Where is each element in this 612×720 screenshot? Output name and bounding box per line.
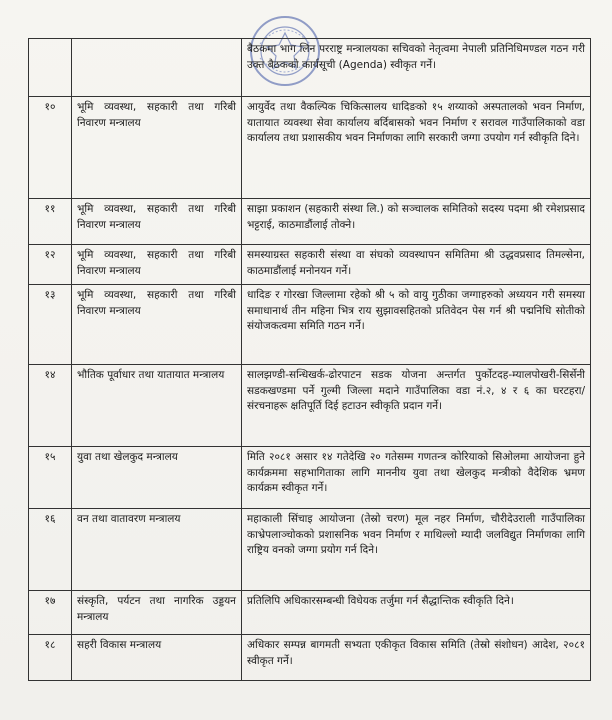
table-row [29,245,591,285]
table-row [29,199,591,245]
ministry-name: सहरी विकास मन्त्रालय [72,635,242,681]
row-number: १८ [29,635,72,681]
decision-text: मिति २०८१ असार १४ गतेदेखि २० गतेसम्म गणतन्त्र कोरियाको सिओलमा आयोजना हुने कार्यक्रममा सहभागिताका लागि माननीय युवा तथा खेलकुद मन्त्रीको वैदेशिक भ्रमण कार्यक्रम स्वीकृत गर्ने। [242,447,591,509]
ministry-name: भूमि व्यवस्था, सहकारी तथा गरिबी निवारण मन्त्रालय [72,97,242,199]
ministry-name: युवा तथा खेलकुद मन्त्रालय [72,447,242,509]
row-number [29,39,72,97]
ministry-name: वन तथा वातावरण मन्त्रालय [72,509,242,591]
table-row [29,365,591,447]
table-row [29,39,591,97]
row-number: १६ [29,509,72,591]
row-number: १३ [29,285,72,365]
ministry-name: भूमि व्यवस्था, सहकारी तथा गरिबी निवारण मन्त्रालय [72,245,242,285]
cabinet-decisions-table [28,38,591,681]
ministry-name: संस्कृति, पर्यटन तथा नागरिक उड्डयन मन्त्रालय [72,591,242,635]
table-row [29,591,591,635]
ministry-name: भूमि व्यवस्था, सहकारी तथा गरिबी निवारण मन्त्रालय [72,285,242,365]
row-number: १० [29,97,72,199]
row-number: १४ [29,365,72,447]
row-number: १५ [29,447,72,509]
decision-text: सालझण्डी-सन्धिखर्क-ढोरपाटन सडक योजना अन्तर्गत पुर्कोटदह-म्यालपोखरी-सिर्सेनी सडकखण्डमा पर्ने गुल्मी जिल्ला मदाने गाउँपालिका वडा नं.२, ४ र ६ का घरटहरा/संरचनाहरू क्षतिपूर्ति दिई हटाउन स्वीकृति प्रदान गर्ने। [242,365,591,447]
table-row [29,285,591,365]
row-number: ११ [29,199,72,245]
decision-text: अधिकार सम्पन्न बागमती सभ्यता एकीकृत विकास समिति (तेस्रो संशोधन) आदेश, २०८१ स्वीकृत गर्ने। [242,635,591,681]
decision-text: बैठकमा भाग लिन परराष्ट्र मन्त्रालयका सचिवको नेतृत्वमा नेपाली प्रतिनिधिमण्डल गठन गरी उक्त बैठकको कार्यसूची (Agenda) स्वीकृत गर्ने। [242,39,591,97]
ministry-name [72,39,242,97]
decision-text: साझा प्रकाशन (सहकारी संस्था लि.) को सञ्चालक समितिको सदस्य पदमा श्री रमेशप्रसाद भट्टराई, काठमाडौंलाई तोक्ने। [242,199,591,245]
decision-text: महाकाली सिंचाइ आयोजना (तेस्रो चरण) मूल नहर निर्माण, चौरीदेउराली गाउँपालिका काभ्रेपलाञ्चोकको प्रशासनिक भवन निर्माण र माथिल्लो म्यादी जलविद्युत निर्माणका लागि राष्ट्रिय वनको जग्गा प्रयोग गर्न दिने। [242,509,591,591]
row-number: १७ [29,591,72,635]
table-row [29,635,591,681]
decision-text: समस्याग्रस्त सहकारी संस्था वा संघको व्यवस्थापन समितिमा श्री उद्धवप्रसाद तिमल्सेना, काठमाडौंलाई मनोनयन गर्ने। [242,245,591,285]
table-row [29,509,591,591]
decision-text: प्रतिलिपि अधिकारसम्बन्धी विधेयक तर्जुमा गर्न सैद्धान्तिक स्वीकृति दिने। [242,591,591,635]
table-row [29,97,591,199]
decision-text: धादिङ र गोरखा जिल्लामा रहेको श्री ५ को वायु गुठीका जग्गाहरुको अध्ययन गरी समस्या समाधानार्थ तीन महिना भित्र राय सुझावसहितको प्रतिवेदन पेस गर्न श्री पद्मनिधि सोतीको संयोजकत्वमा समिति गठन गर्ने। [242,285,591,365]
ministry-name: भूमि व्यवस्था, सहकारी तथा गरिबी निवारण मन्त्रालय [72,199,242,245]
table-row [29,447,591,509]
decision-text: आयुर्वेद तथा वैकल्पिक चिकित्सालय धादिङको १५ शय्याको अस्पतालको भवन निर्माण, यातायात व्यवस्था सेवा कार्यालय बर्दिबासको भवन निर्माण र सरावल गाउँपालिकाको वडा कार्यालय तथा प्रशासकीय भवन निर्माणका लागि सरकारी जग्गा उपयोग गर्न स्वीकृति दिने। [242,97,591,199]
ministry-name: भौतिक पूर्वाधार तथा यातायात मन्त्रालय [72,365,242,447]
row-number: १२ [29,245,72,285]
